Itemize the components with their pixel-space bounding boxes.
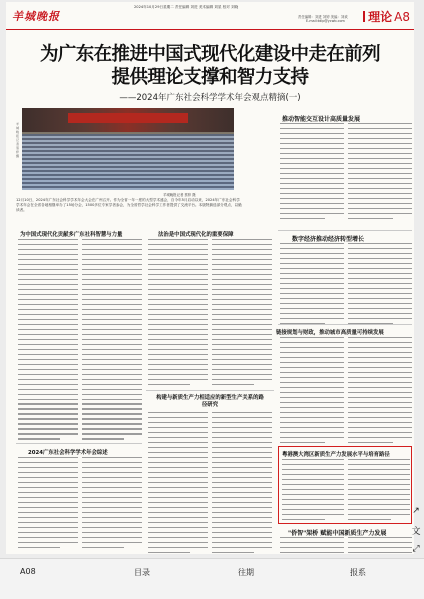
photo-vertical-credit: 羊城晚报记者 蔡梓 摄 <box>16 122 20 158</box>
translate-icon[interactable]: 文 <box>411 526 421 537</box>
newspaper-logo: 羊城晚报 <box>12 10 60 23</box>
article-title-1[interactable]: 推动智能交互设计高质量发展 <box>282 116 361 123</box>
bottom-nav <box>0 558 424 599</box>
article-7-col-b[interactable] <box>212 239 272 389</box>
photo-banner <box>68 113 188 123</box>
article-9-col-b[interactable] <box>82 457 142 552</box>
section-name: 理论 <box>368 10 393 24</box>
main-headline[interactable] <box>6 43 414 89</box>
article-5-col-a[interactable] <box>280 537 344 554</box>
article-title-7[interactable]: 法治是中国式现代化的重要保障 <box>158 232 234 238</box>
article-title-9[interactable]: 2024广东社会科学学术年会综述 <box>28 450 108 456</box>
article-title-5[interactable]: "侨智"架桥 赋能中国新质生产力发展 <box>288 530 387 537</box>
article-7-col-a[interactable] <box>148 239 208 389</box>
nav-contents[interactable]: 目录 <box>134 568 150 577</box>
article-3-col-b[interactable] <box>348 337 412 447</box>
article-title-2[interactable]: 数字经济推动经济转型增长 <box>292 236 365 243</box>
conference-photo[interactable] <box>22 108 234 190</box>
headline-line-2: 提供理论支撑和智力支持 <box>111 67 309 88</box>
zoom-icon[interactable]: ⤢ <box>412 544 420 554</box>
editor-credits: 责任编辑：刘进 刘婷 美编：刘欢 <box>298 15 348 19</box>
article-title-4[interactable]: 粤港澳大湾区新质生产力发展水平与培育路径 <box>282 452 390 458</box>
newspaper-page <box>6 2 414 554</box>
article-2-col-b[interactable] <box>348 243 412 328</box>
nav-newspaper-group[interactable]: 报系 <box>350 568 366 577</box>
article-1-col-b[interactable] <box>348 123 412 223</box>
section-bar <box>363 11 365 22</box>
nav-past-issues[interactable]: 往期 <box>238 568 254 577</box>
subheadline: ——2024年广东社会科学学术年会观点精摘(一) <box>119 93 301 103</box>
article-title-6[interactable]: 为中国式现代化贡献多广东社科智慧与力量 <box>20 232 123 238</box>
article-title-3[interactable]: 链接规划与财政，推动城市高质量可持续发展 <box>276 330 384 336</box>
article-6-col-b[interactable] <box>82 239 142 443</box>
page-number: A8 <box>394 10 410 24</box>
headline-line-1: 为广东在推进中国式现代化建设中走在前列 <box>39 44 381 65</box>
article-6-col-a[interactable] <box>18 239 78 443</box>
page-id-label[interactable]: A08 <box>20 567 36 576</box>
article-1-col-a[interactable] <box>280 123 344 223</box>
section-tab <box>363 8 410 25</box>
share-icon[interactable]: ↗ <box>412 506 420 516</box>
article-title-8[interactable]: 构建与新质生产力相适应的新型生产关系的路径研究 <box>156 395 264 408</box>
article-4-col-b[interactable] <box>348 459 410 524</box>
article-8-col-a[interactable] <box>148 412 208 554</box>
article-2-col-a[interactable] <box>280 243 344 328</box>
article-9-col-a[interactable] <box>18 457 78 552</box>
masthead <box>6 2 414 30</box>
article-8-col-b[interactable] <box>212 412 272 554</box>
intro-paragraph[interactable]: 12月10日，2024年广东社会科学学术年会大会在广州召开。作为全省一年一度的大型学术盛会，自今年5月启动以来，2024年广东社会科学学术年会在全省各地相继举办了15场分会，1500多位专家学者参会，为全省哲学社会科学工作者提供了交流平台。本版特摘选部分观点，以飨读者。 <box>16 198 242 213</box>
photo-caption: 羊城晚报记者 蔡梓 摄 <box>163 193 196 197</box>
article-3-col-a[interactable] <box>280 337 344 447</box>
article-4-col-a[interactable] <box>282 459 344 524</box>
side-toolbar <box>409 504 423 561</box>
editor-email: E-mail:tdlp@ycwb.com <box>306 19 345 23</box>
article-5-col-b[interactable] <box>348 537 412 554</box>
photo-audience <box>22 134 234 190</box>
dateline: 2024年10月29日星期二 责任编辑 刘进 美术编辑 刘星 校对 刘晓 <box>134 5 239 9</box>
